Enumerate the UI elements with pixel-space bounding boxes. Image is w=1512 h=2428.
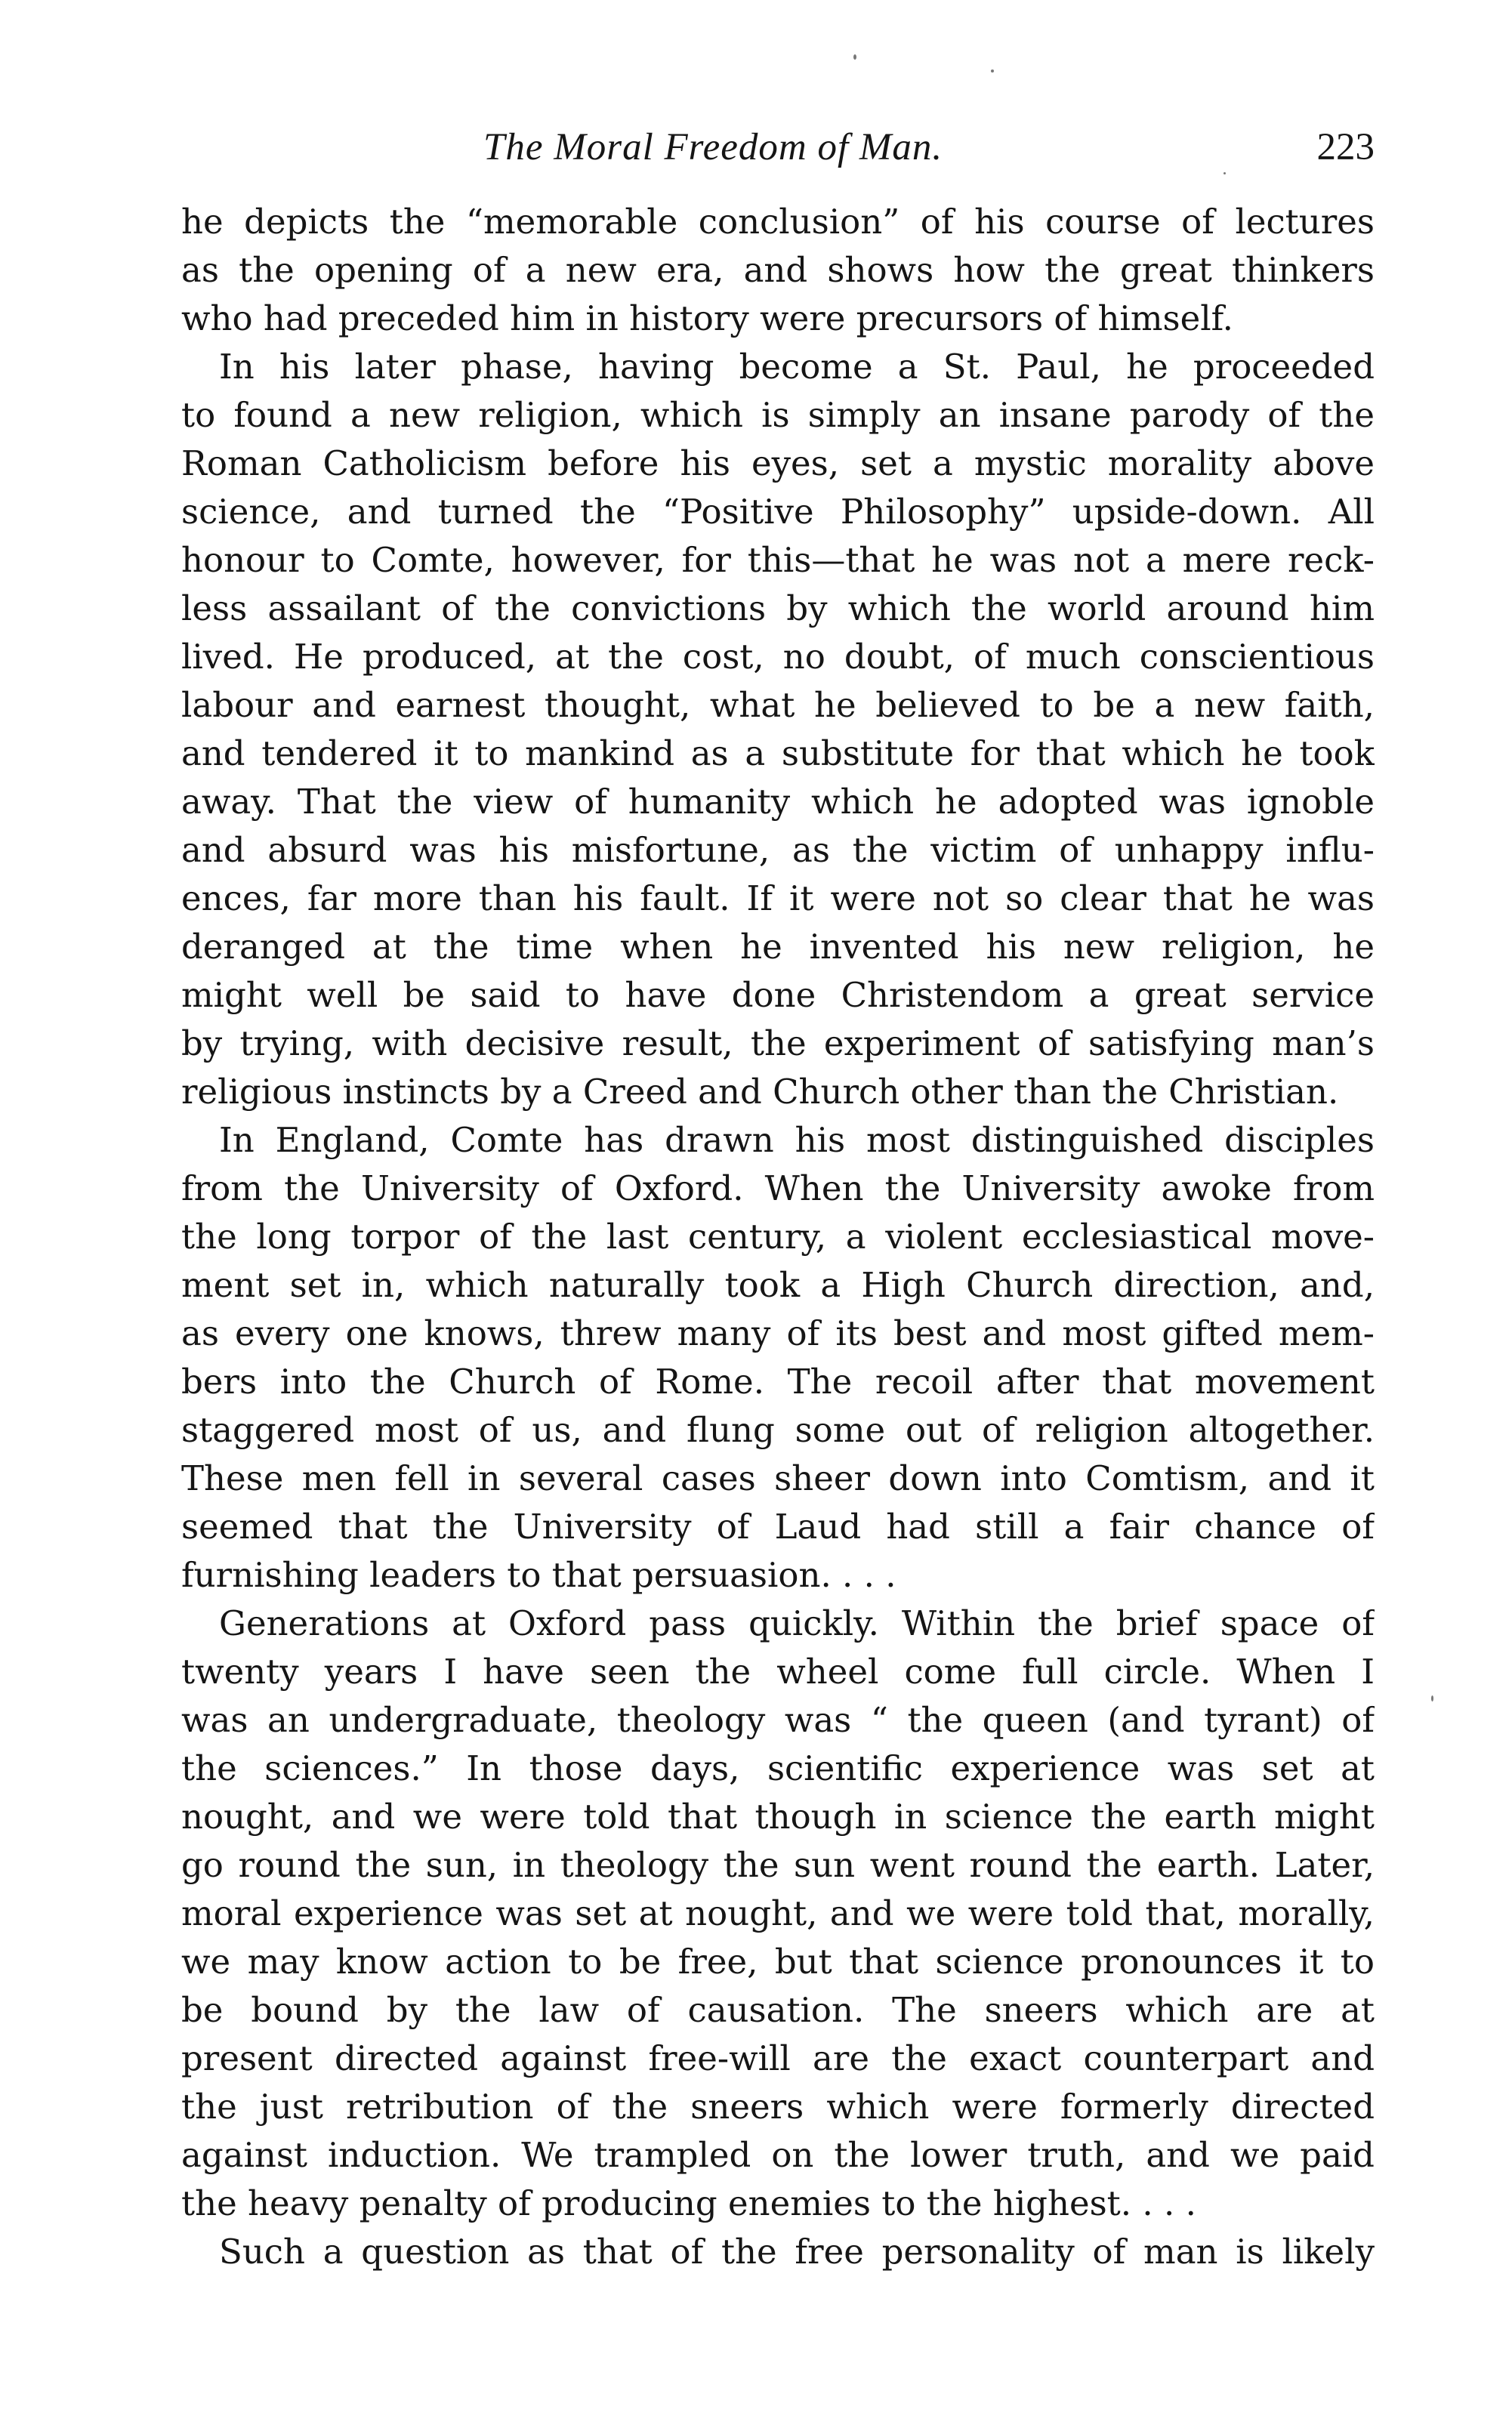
page-header	[181, 121, 1375, 174]
text-line: he depicts the “memorable conclusion” of his course of lectures	[181, 202, 1375, 242]
running-head: The Moral Freedom of Man.	[483, 126, 943, 168]
text-line: who had preceded him in history were precursors of himself.	[181, 298, 1233, 338]
text-line: nought, and we were told that though in science the earth might	[181, 1797, 1375, 1837]
text-line: and absurd was his misfortune, as the victim of unhappy influ-	[181, 830, 1375, 870]
text-line: the heavy penalty of producing enemies to the highest. . . .	[181, 2183, 1196, 2223]
text-line: Generations at Oxford pass quickly. Within the brief space of	[219, 1603, 1375, 1643]
text-line: as the opening of a new era, and shows how the great thinkers	[181, 250, 1375, 290]
text-line: lived. He produced, at the cost, no doubt, of much conscientious	[181, 637, 1375, 677]
text-line: we may know action to be free, but that science pronounces it to	[181, 1942, 1375, 1982]
text-line: the long torpor of the last century, a violent ecclesiastical move-	[181, 1217, 1375, 1257]
text-line: go round the sun, in theology the sun went round the earth. Later,	[181, 1845, 1375, 1885]
text-line: less assailant of the convictions by which the world around him	[181, 588, 1375, 628]
text-line: away. That the view of humanity which he adopted was ignoble	[181, 782, 1375, 822]
text-line: was an undergraduate, theology was “ the queen (and tyrant) of	[181, 1700, 1375, 1740]
text-line: In England, Comte has drawn his most distinguished disciples	[219, 1120, 1375, 1160]
text-line: by trying, with decisive result, the experiment of satisfying man’s	[181, 1023, 1375, 1063]
text-line: against induction. We trampled on the lower truth, and we paid	[181, 2135, 1375, 2175]
text-line: deranged at the time when he invented his new religion, he	[181, 927, 1375, 967]
text-line: staggered most of us, and flung some out of religion altogether.	[181, 1410, 1375, 1450]
text-line: ences, far more than his fault. If it were not so clear that he was	[181, 878, 1375, 918]
text-line: bers into the Church of Rome. The recoil after that movement	[181, 1362, 1375, 1402]
text-line: furnishing leaders to that persuasion. . . .	[181, 1555, 896, 1595]
text-line: Such a question as that of the free personality of man is likely	[219, 2232, 1375, 2272]
text-line: and tendered it to mankind as a substitute for that which he took	[181, 733, 1375, 773]
text-line: labour and earnest thought, what he believed to be a new faith,	[181, 685, 1375, 725]
text-line: science, and turned the “Positive Philosophy” upside-down. All	[181, 492, 1375, 532]
scan-speck	[1431, 1695, 1433, 1701]
text-line: moral experience was set at nought, and we were told that, morally,	[181, 1893, 1375, 1933]
body-text	[181, 198, 1375, 2276]
text-line: present directed against free-will are the exact counterpart and	[181, 2038, 1375, 2078]
text-line: to found a new religion, which is simply an insane parody of the	[181, 395, 1375, 435]
text-line: as every one knows, threw many of its best and most gifted mem-	[181, 1313, 1375, 1353]
text-line: In his later phase, having become a St. Paul, he proceeded	[219, 347, 1375, 387]
text-line: be bound by the law of causation. The sneers which are at	[181, 1990, 1375, 2030]
page-number: 223	[1316, 126, 1375, 168]
text-line: religious instincts by a Creed and Church other than the Christian.	[181, 1072, 1339, 1112]
text-line: honour to Comte, however, for this—that he was not a mere reck-	[181, 540, 1375, 580]
text-line: might well be said to have done Christendom a great service	[181, 975, 1375, 1015]
scan-speck	[991, 69, 994, 73]
text-line: the just retribution of the sneers which were formerly directed	[181, 2087, 1375, 2127]
text-line: These men fell in several cases sheer down into Comtism, and it	[181, 1458, 1375, 1498]
scan-speck	[853, 54, 856, 60]
text-line: Roman Catholicism before his eyes, set a mystic morality above	[181, 443, 1375, 483]
scan-speck	[1223, 172, 1226, 174]
text-line: seemed that the University of Laud had still a fair chance of	[181, 1507, 1375, 1547]
text-line: the sciences.” In those days, scientific experience was set at	[181, 1748, 1375, 1788]
text-line: twenty years I have seen the wheel come full circle. When I	[181, 1652, 1375, 1692]
text-line: ment set in, which naturally took a High Church direction, and,	[181, 1265, 1375, 1305]
text-line: from the University of Oxford. When the University awoke from	[181, 1168, 1375, 1208]
